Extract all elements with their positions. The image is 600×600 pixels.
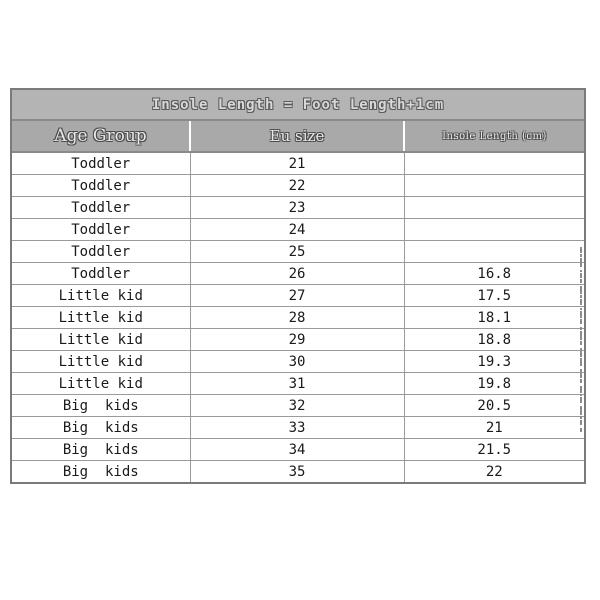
cell-age-group: Toddler xyxy=(12,219,190,241)
scan-mark xyxy=(580,319,582,324)
table-row xyxy=(12,197,584,219)
cell-age-group: Big kids xyxy=(12,439,190,461)
cell-eu-size: 34 xyxy=(190,439,404,461)
scan-mark xyxy=(580,258,582,267)
cell-eu-size: 26 xyxy=(190,263,404,285)
cell-eu-size: 23 xyxy=(190,197,404,219)
scan-mark xyxy=(580,428,582,432)
header-row xyxy=(12,120,584,152)
scan-mark xyxy=(580,286,582,294)
table-row xyxy=(12,263,584,285)
cell-age-group: Little kid xyxy=(12,285,190,307)
cell-insole-length xyxy=(404,197,584,219)
table-row xyxy=(12,373,584,395)
cell-age-group: Little kid xyxy=(12,373,190,395)
cell-age-group: Little kid xyxy=(12,329,190,351)
scan-mark xyxy=(580,279,582,283)
cell-eu-size: 27 xyxy=(190,285,404,307)
cell-age-group: Little kid xyxy=(12,351,190,373)
cell-insole-length xyxy=(404,175,584,197)
cell-eu-size: 24 xyxy=(190,219,404,241)
scan-mark xyxy=(580,416,582,419)
scan-mark xyxy=(580,247,582,253)
cell-insole-length: 20.5 xyxy=(404,395,584,417)
scan-mark xyxy=(580,254,582,257)
cell-age-group: Toddler xyxy=(12,152,190,175)
table-row xyxy=(12,307,584,329)
cell-insole-length: 22 xyxy=(485,463,503,480)
cell-eu-size: 28 xyxy=(190,307,404,329)
scan-mark xyxy=(580,331,582,340)
cell-age-group: Toddler xyxy=(12,197,190,219)
cell-insole-length: 21 xyxy=(404,417,584,439)
table-row xyxy=(12,152,584,175)
cell-insole-length xyxy=(404,241,584,263)
table-row xyxy=(12,285,584,307)
table-body xyxy=(12,152,584,482)
cell-eu-size: 25 xyxy=(190,241,404,263)
cell-eu-size: 32 xyxy=(190,395,404,417)
scan-mark xyxy=(580,270,582,272)
cell-insole-length: 18.1 xyxy=(404,307,584,329)
scan-mark xyxy=(580,420,582,425)
cell-eu-size: 22 xyxy=(190,175,404,197)
scan-mark xyxy=(580,299,582,305)
cell-eu-size: 21 xyxy=(190,152,404,175)
table-row xyxy=(12,241,584,263)
scan-mark xyxy=(580,348,582,350)
cell-eu-size: 33 xyxy=(190,417,404,439)
table-row xyxy=(12,439,584,461)
scan-artifact-strip xyxy=(576,244,588,472)
cell-age-group: Big kids xyxy=(12,395,190,417)
cell-age-group: Little kid xyxy=(12,307,190,329)
table-row xyxy=(12,351,584,373)
cell-insole-length xyxy=(404,219,584,241)
cell-age-group: Toddler xyxy=(12,263,190,285)
cell-insole-length: 19.3 xyxy=(404,351,584,373)
header-eu-size: Eu size xyxy=(190,120,404,152)
table-row xyxy=(12,175,584,197)
cell-insole-length: 18.8 xyxy=(404,329,584,351)
cell-eu-size: 31 xyxy=(190,373,404,395)
cell-insole-length: 17.5 xyxy=(404,285,584,307)
cell-age-group: Big kids xyxy=(12,461,190,483)
scan-mark xyxy=(580,394,582,396)
scan-mark xyxy=(580,373,582,378)
cell-eu-size: 29 xyxy=(190,329,404,351)
scan-mark xyxy=(580,406,582,415)
scan-mark xyxy=(580,273,582,278)
scan-mark xyxy=(580,351,582,357)
scan-mark xyxy=(580,327,582,330)
cell-insole-length xyxy=(404,152,584,175)
table-row xyxy=(12,395,584,417)
scan-mark xyxy=(580,397,582,403)
scan-mark xyxy=(580,386,582,393)
scan-mark xyxy=(580,341,582,345)
table-row xyxy=(12,329,584,351)
table-title: Insole Length = Foot Length+1cm xyxy=(12,90,584,120)
size-chart-table xyxy=(10,88,586,484)
cell-eu-size: 30 xyxy=(190,351,404,373)
size-table xyxy=(12,90,584,482)
table-row xyxy=(12,219,584,241)
table-row xyxy=(12,417,584,439)
table-row xyxy=(12,461,584,483)
cell-eu-size: 35 xyxy=(190,461,404,483)
cell-insole-length: 21.5 xyxy=(404,439,584,461)
scan-mark xyxy=(580,369,582,372)
scan-mark xyxy=(580,311,582,318)
cell-age-group: Toddler xyxy=(12,241,190,263)
cell-insole-length: 19.8 xyxy=(404,373,584,395)
header-age-group: Age Group xyxy=(12,120,190,152)
header-insole-length: Insole Length (cm) xyxy=(404,120,584,152)
cell-insole-length: 16.8 xyxy=(404,263,584,285)
cell-age-group: Toddler xyxy=(12,175,190,197)
scan-mark xyxy=(580,308,582,310)
title-row xyxy=(12,90,584,120)
scan-mark xyxy=(580,295,582,298)
scan-mark xyxy=(580,358,582,366)
cell-age-group: Big kids xyxy=(12,417,190,439)
scan-mark xyxy=(580,379,582,383)
